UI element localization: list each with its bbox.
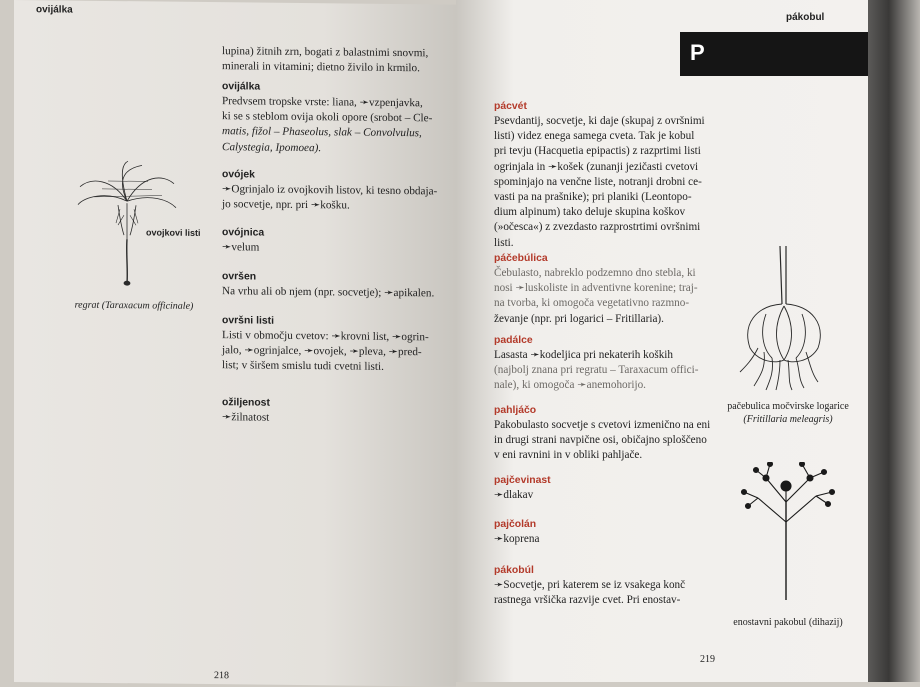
dandelion-illustration-icon: [72, 159, 182, 290]
right-page: [456, 0, 868, 682]
entry-pacvet: pácvét Psevdantij, socvetje, ki daje (skupaj z ovršnimi listi) videz enega samega cveta. Tak je kobul pri tevju (Hacquetia epipactis) z razprtimi listi ogrinjala in ➛košek (zunanji jezičasti cvetovi spominjajo na venčne liste, notranji drobni ce- vasti pa na prašnike); pri planiki (Leontopo- dium alpinum) tako deluje skupina koškov (»očesca«) z zvezdasto razprostrtimi ovršnimi listi.: [494, 101, 705, 249]
section-letter: P: [690, 40, 705, 65]
dandelion-caption: regrat (Taraxacum officinale): [74, 299, 194, 312]
entry-pahljaco: pahljáčo Pakobulasto socvetje s cvetovi izmenično na eni in drugi strani navpične osi, običajno sploščeno v eni ravnini in v obliki pahljače.: [494, 405, 711, 462]
entry-ovijalka: ovijálka Predvsem tropske vrste: liana, ➛vzpenjavka, ki se s steblom ovija okoli opore (srobot – Cle- matis, fižol – Phaseolus, slak – Convolvulus, Calystegia, Ipomoea).: [222, 81, 433, 154]
continuation-text: lupina) žitnih zrn, bogati z balastnimi snovmi, minerali in vitamini; dietno živilo in krmilo.: [222, 45, 429, 75]
entry-ovrsni-listi: ovršni listi Listi v območju cvetov: ➛krovni list, ➛ogrin- jalo, ➛ogrinjalce, ➛ovojek, ➛pleva, ➛pred- list; v širšem smislu tudi cvetni listi.: [222, 315, 429, 374]
book-edge: [868, 0, 920, 682]
dichasium-illustration-icon: [736, 462, 840, 602]
entry-ovrsen: ovršen Na vrhu ali ob njem (npr. socvetje); ➛apikalen.: [222, 271, 435, 300]
entry-pakobul: pákobúl ➛Socvetje, pri katerem se iz vsakega konč rastnega vršička razvije cvet. Pri enostav-: [494, 565, 686, 607]
section-letter-box: [680, 32, 868, 76]
entry-pacebulica: páčebúlica Čebulasto, nabreklo podzemno dno stebla, ki nosi ➛luskoliste in adventivne korenine; traj- na tvorba, ki omogoča vegetativno razmno- ževanje (npr. pri logarici – Fritillaria).: [494, 253, 698, 325]
entry-ovojnica: ovójnica ➛velum: [222, 227, 265, 254]
entry-oziljenost: ožiljenost ➛žilnatost: [222, 397, 270, 424]
left-running-head: ovijálka: [36, 4, 73, 16]
bulb-caption: pačebulica močvirske logarice (Fritillaria meleagris): [727, 401, 849, 425]
entry-pajcolan: pajčolán ➛koprena: [494, 519, 540, 545]
right-page-number: 219: [700, 654, 715, 665]
right-running-head: pákobul: [786, 12, 825, 23]
bulb-illustration-icon: [736, 244, 832, 392]
entry-padalce: padálce Lasasta ➛kodeljica pri nekaterih koških (najbolj znana pri regratu – Taraxacum offici- nale), ki omogoča ➛anemohorijo.: [494, 335, 699, 392]
entry-pajcevinast: pajčevinast ➛dlakav: [494, 475, 551, 501]
dichasium-caption: enostavni pakobul (dihazij): [733, 617, 843, 628]
entry-ovojek: ovójek ➛Ogrinjalo iz ovojkovih listov, ki tesno obdaja- jo socvetje, npr. pri ➛košku.: [222, 169, 438, 212]
callout-label: ovojkovi listi: [146, 227, 201, 238]
left-page: [14, 0, 456, 687]
left-page-number: 218: [214, 670, 229, 682]
